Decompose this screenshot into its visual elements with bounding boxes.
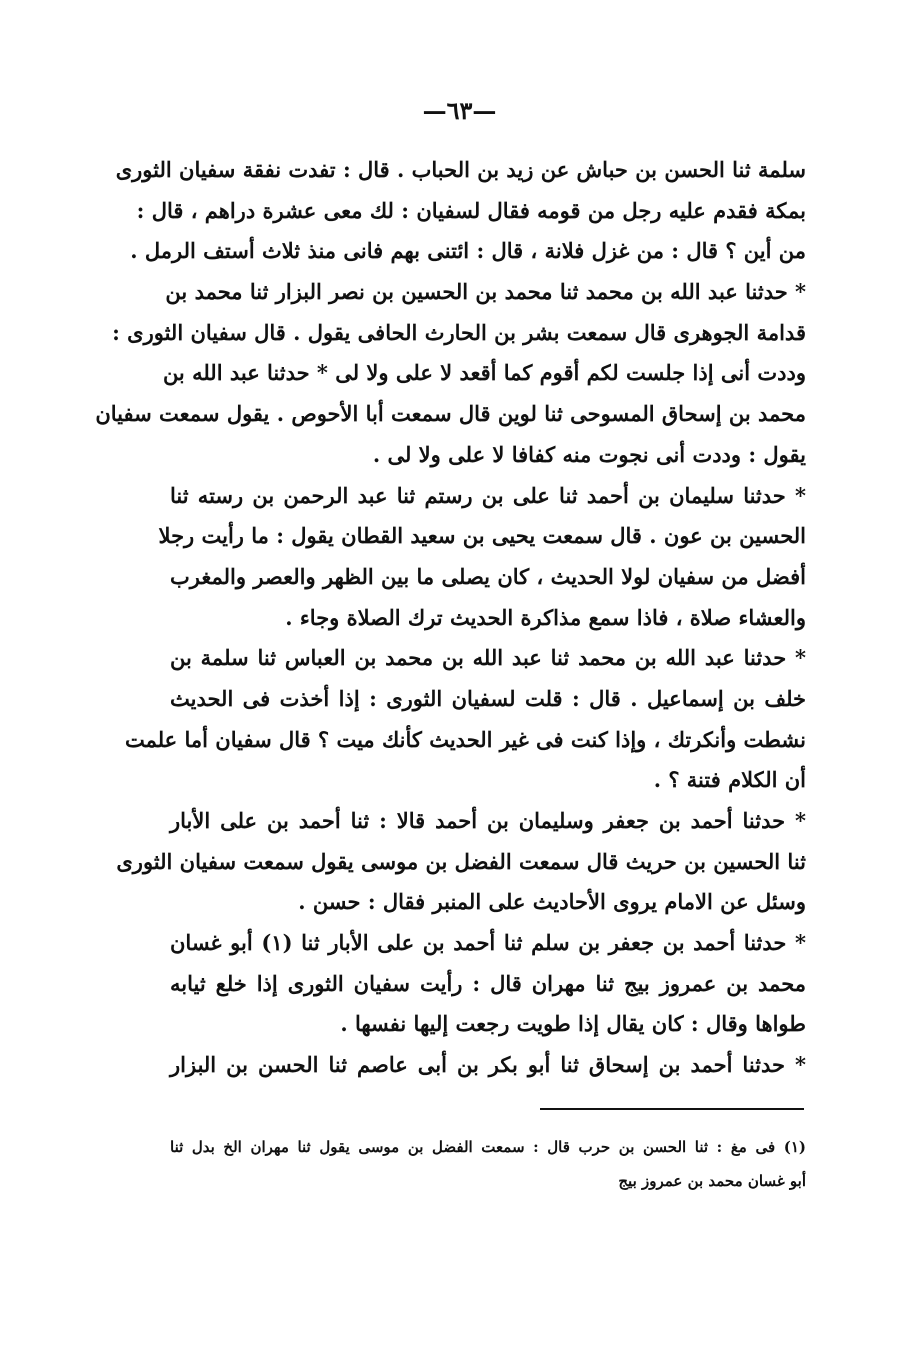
text-line: ثنا الحسين بن حريث قال سمعت الفضل بن موسى يقول سمعت سفيان الثورى <box>116 848 806 874</box>
footnotes <box>170 1130 806 1198</box>
body-text <box>95 150 806 1086</box>
text-line: طواها وقال : كان يقال إذا طويت رجعت إليها نفسها . <box>340 1011 806 1037</box>
text-line: نشطت وأنكرتك ، وإذا كنت فى غير الحديث كأنك ميت ؟ قال سفيان أما علمت <box>124 726 806 752</box>
text-line: * حدثنا سليمان بن أحمد ثنا على بن رستم ثنا عبد الرحمن بن رسته ثنا <box>170 482 806 508</box>
text-line: وسئل عن الامام يروى الأحاديث على المنبر فقال : حسن . <box>298 889 806 915</box>
text-line: سلمة ثنا الحسن بن حباش عن زيد بن الحباب . قال : تفدت نفقة سفيان الثورى <box>115 157 806 182</box>
text-line: * حدثنا أحمد بن جعفر وسليمان بن أحمد قالا : ثنا أحمد بن على الأبار <box>170 808 806 833</box>
text-line: بمكة فقدم عليه رجل من قومه فقال لسفيان : لك معى عشرة دراهم ، قال : <box>136 197 806 223</box>
text-line: والعشاء صلاة ، فاذا سمع مذاكرة الحديث ترك الصلاة وجاء . <box>285 604 806 630</box>
text-line: * حدثنا عبد الله بن محمد ثنا عبد الله بن محمد بن العباس ثنا سلمة بن <box>170 645 806 671</box>
text-line: أن الكلام فتنة ؟ . <box>653 767 806 793</box>
text-line: محمد بن إسحاق المسوحى ثنا لوين قال سمعت أبا الأحوص . يقول سمعت سفيان <box>95 401 806 427</box>
text-line: يقول : وددت أنى نجوت منه كفافا لا على ولا لى . <box>372 441 806 467</box>
text-line: * حدثنا أحمد بن جعفر بن سلم ثنا أحمد بن على الأبار ثنا (١) أبو غسان <box>170 930 806 956</box>
page-number: —٦٣— <box>422 96 497 125</box>
footnote-divider <box>540 1108 804 1110</box>
text-line: * حدثنا أحمد بن إسحاق ثنا أبو بكر بن أبى عاصم ثنا الحسن بن البزار <box>170 1052 806 1078</box>
text-line: محمد بن عمروز بيج ثنا مهران قال : رأيت سفيان الثورى إذا خلع ثيابه <box>170 970 806 996</box>
text-line: من أين ؟ قال : من غزل فلانة ، قال : ائتنى بهم فانى منذ ثلاث أستف الرمل . <box>130 238 806 264</box>
text-line: خلف بن إسماعيل . قال : قلت لسفيان الثورى : إذا أخذت فى الحديث <box>170 685 806 711</box>
footnote-line: أبو غسان محمد بن عمروز بيج <box>618 1172 806 1190</box>
text-line: * حدثنا عبد الله بن محمد ثنا محمد بن الحسين بن نصر البزار ثنا محمد بن <box>165 279 806 305</box>
text-line: الحسين بن عون . قال سمعت يحيى بن سعيد القطان يقول : ما رأيت رجلا <box>158 523 806 549</box>
text-line: وددت أنى إذا جلست لكم أقوم كما أقعد لا على ولا لى * حدثنا عبد الله بن <box>162 360 806 386</box>
text-line: أفضل من سفيان لولا الحديث ، كان يصلى ما بين الظهر والعصر والمغرب <box>170 563 806 589</box>
footnote-line: (١) فى مغ : ثنا الحسن بن حرب قال : سمعت الفضل بن موسى يقول ثنا مهران الخ بدل ثنا <box>170 1138 806 1156</box>
text-line: قدامة الجوهرى قال سمعت بشر بن الحارث الحافى يقول . قال سفيان الثورى : <box>112 319 806 345</box>
